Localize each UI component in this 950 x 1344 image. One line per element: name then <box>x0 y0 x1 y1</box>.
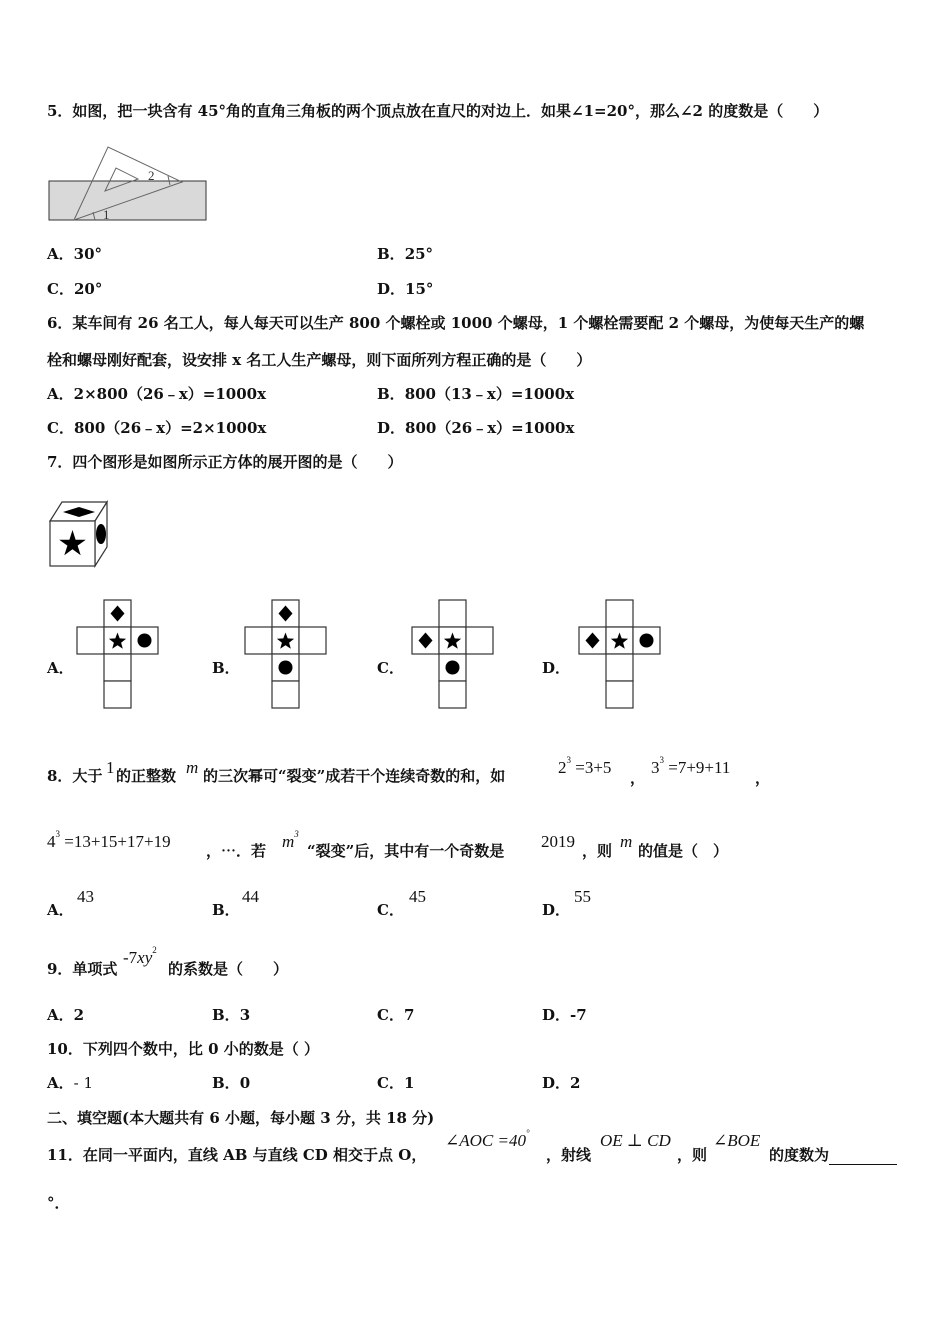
q6-option-b: B．800（13﹣x）=1000x <box>377 385 575 403</box>
q8-example-2: $2^3 =3+5$ <box>558 755 612 777</box>
q5-stem: 5．如图，把一块含有 45°角的直角三角板的两个顶点放在直尺的对边上．如果∠1=20°，那么∠2 的度数是（ ） <box>47 102 829 120</box>
q11-text-2: ，射线 <box>546 1146 592 1164</box>
q8-option-b: B． <box>212 901 240 919</box>
circle-icon <box>446 661 460 675</box>
q8-option-c-value: 45 <box>409 887 426 906</box>
q8-number-2019: 2019 <box>541 832 575 851</box>
angle-label-2: 2 <box>148 168 155 183</box>
q11-text-1: 11．在同一平面内，直线 AB 与直线 CD 相交于点 O， <box>47 1146 427 1164</box>
q8-option-b-value: 44 <box>242 887 259 906</box>
q8-example-4: $4^3 =13+15+17+19$ <box>47 829 171 851</box>
q7-option-d: D． <box>542 659 571 677</box>
q8-text-1: 8．大于 <box>47 767 103 785</box>
q5-option-d: D．15° <box>377 280 434 298</box>
section-2-title: 二、填空题(本大题共有 6 小题，每小题 3 分，共 18 分) <box>47 1109 435 1127</box>
q7-option-c: C． <box>377 659 404 677</box>
net-square <box>245 627 272 654</box>
net-square <box>606 654 633 681</box>
q5-option-a: A．30° <box>47 245 103 263</box>
q7-option-b: B． <box>212 659 240 677</box>
net-square <box>104 654 131 681</box>
q9-text-1: 9．单项式 <box>47 960 118 978</box>
q8-var-m: m <box>186 758 199 777</box>
circle-icon <box>138 634 152 648</box>
q9-option-d: D．-7 <box>542 1006 587 1024</box>
q11-answer-blank[interactable] <box>829 1148 897 1165</box>
q9-option-c: C．7 <box>377 1006 415 1024</box>
q6-stem-line1: 6．某车间有 26 名工人，每人每天可以生产 800 个螺栓或 1000 个螺母，1 个螺栓需要配 2 个螺母，为使每天生产的螺 <box>47 314 865 332</box>
q8-option-d-value: 55 <box>574 887 591 906</box>
q11-angle-boe: ∠BOE <box>713 1131 761 1150</box>
q11-tail: °． <box>47 1194 70 1212</box>
circle-icon <box>279 661 293 675</box>
q7-option-a: A． <box>47 659 74 677</box>
q5-option-b: B．25° <box>377 245 434 263</box>
q7-stem: 7．四个图形是如图所示正方体的展开图的是（ ） <box>47 453 403 471</box>
q8-option-a: A． <box>47 901 74 919</box>
q8-m-cubed: $m^3$ <box>282 829 299 851</box>
q10-option-a: A．- 1 <box>47 1074 94 1092</box>
q8-option-a-value: 43 <box>77 887 94 906</box>
q9-text-2: 的系数是（ ） <box>168 960 289 978</box>
net-square <box>104 681 131 708</box>
q10-stem: 10．下列四个数中，比 0 小的数是（ ） <box>47 1040 319 1058</box>
net-square <box>77 627 104 654</box>
angle-label-1: 1 <box>103 207 110 222</box>
net-square <box>272 681 299 708</box>
net-square <box>439 681 466 708</box>
q5-option-c: C．20° <box>47 280 103 298</box>
q8-text-4: “裂变”后，其中有一个奇数是 <box>307 842 505 860</box>
q8-text-6: 的值是（ ） <box>638 842 729 860</box>
q10-option-b: B．0 <box>212 1074 251 1092</box>
q9-option-a: A．2 <box>47 1006 85 1024</box>
q10-option-d: D．2 <box>542 1074 581 1092</box>
net-square <box>466 627 493 654</box>
q8-option-c: C． <box>377 901 404 919</box>
q8-var-m: m <box>620 832 633 851</box>
q11-text-4: 的度数为 <box>769 1145 897 1165</box>
q8-comma: ， <box>755 769 771 787</box>
net-square <box>299 627 326 654</box>
q8-ellipsis: ，⋯．若 <box>206 842 267 860</box>
net-square <box>439 600 466 627</box>
q6-option-c: C．800（26﹣x）=2×1000x <box>47 419 267 437</box>
q6-option-d: D．800（26﹣x）=1000x <box>377 419 575 437</box>
q8-example-3: $3^3 =7+9+11$ <box>651 755 731 777</box>
q8-comma: ， <box>630 769 646 787</box>
q11-angle-aoc: ∠AOC =40° <box>445 1128 530 1150</box>
net-square <box>606 681 633 708</box>
q6-stem-line2: 栓和螺母刚好配套，设安排 x 名工人生产螺母，则下面所列方程正确的是（ ） <box>47 351 592 369</box>
q6-option-a: A．2×800（26﹣x）=1000x <box>47 385 267 403</box>
q8-text-2: 的正整数 <box>116 767 177 785</box>
q8-text-3: 的三次幂可“裂变”成若干个连续奇数的和，如 <box>203 767 506 785</box>
q9-monomial: $-7xy^2$ <box>123 945 157 967</box>
q8-text-5: ，则 <box>582 842 613 860</box>
q11-text-3: ，则 <box>677 1146 708 1164</box>
circle-icon <box>640 634 654 648</box>
q11-perpendicular: OE ⊥ CD <box>600 1131 671 1150</box>
net-square <box>606 600 633 627</box>
q10-option-c: C．1 <box>377 1074 415 1092</box>
q9-option-b: B．3 <box>212 1006 251 1024</box>
q8-num-1: 1 <box>106 758 115 777</box>
q8-option-d: D． <box>542 901 571 919</box>
